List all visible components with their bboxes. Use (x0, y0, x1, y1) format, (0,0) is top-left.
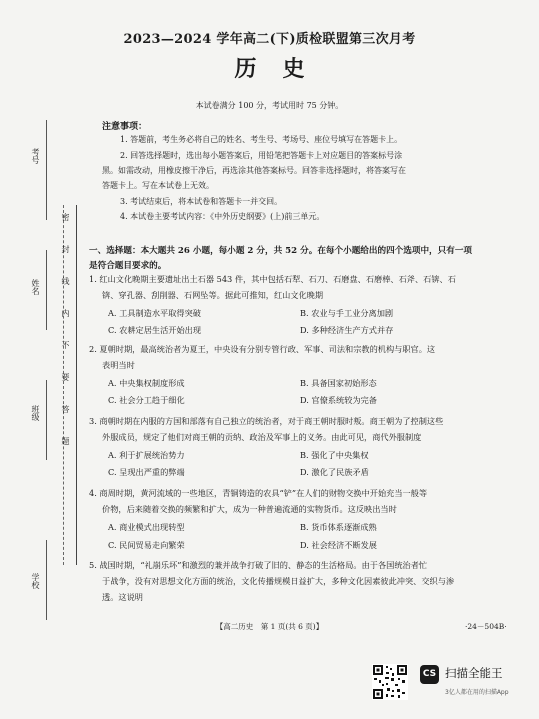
question-text: 2. 夏朝时期，最高统治者为夏王，中央设有分别专管行政、军事、司法和宗教的机构与职官。这 (89, 344, 436, 354)
question-text: 锛、穿孔器、刮削器、石网坠等。据此可推知，红山文化晚期 (102, 290, 324, 300)
scanner-app-name: 扫描全能王 (445, 666, 503, 680)
camscanner-logo-icon: CS (420, 665, 439, 684)
subject-title: 历史 (234, 56, 331, 82)
option-d: D. 激化了民族矛盾 (300, 467, 369, 477)
seal-char: 内 (61, 309, 70, 317)
name-label: 姓名 (31, 279, 40, 295)
exam-number-label: 考号 (31, 148, 40, 164)
option-c: C. 呈现出严重的弊端 (108, 467, 185, 477)
option-a: A. 利于扩展统治势力 (108, 450, 185, 460)
paper-code: ·24－504B· (465, 622, 507, 631)
seal-char: 题 (61, 437, 70, 445)
seal-char: 不 (61, 341, 70, 349)
seal-char: 线 (61, 277, 70, 285)
option-b: B. 具备国家初始形态 (300, 378, 377, 388)
option-b: B. 农业与手工业分离加剧 (300, 308, 394, 318)
name-blank (46, 250, 47, 330)
option-b: B. 强化了中央集权 (300, 450, 369, 460)
question-text: 价物，后来随着交换的频繁和扩大，成为一种普遍流通的实物货币。这反映出当时 (102, 504, 397, 514)
question-text: 4. 商周时期，黄河流域的一些地区，青铜铸造的农具“铲”在人们的财物交换中开始充当一般等 (89, 488, 428, 498)
score-info: 本试卷满分 100 分，考试用时 75 分钟。 (195, 101, 344, 110)
scanner-slogan: 3亿人都在用的扫描App (445, 689, 509, 696)
section-heading-cont: 是符合题目要求的。 (89, 261, 167, 271)
class-label: 班级 (31, 405, 40, 421)
school-label: 学校 (31, 573, 40, 589)
question-text: 外服成员，规定了他们对商王朝的贡纳、政治及军事上的义务。由此可见，商代外服制度 (102, 432, 422, 442)
section-heading: 一、选择题：本大题共 26 小题，每小题 2 分，共 52 分。在每个小题给出的四个选项中，只有一项 (89, 246, 473, 256)
question-text: 3. 商朝时期在内服的方国和部落有自己独立的统治者，对于商王朝时服时叛。商王朝为了控制这些 (89, 416, 444, 426)
class-blank (46, 380, 47, 460)
notice-line: 黑。如需改动，用橡皮擦干净后，再选涂其他答案标号。回答非选择题时，将答案写在 (102, 166, 406, 175)
option-d: D. 社会经济不断发展 (300, 540, 377, 550)
exam-title: 2023—2024 学年高二(下)质检联盟第三次月考 (123, 32, 416, 47)
notice-line: 3. 考试结束后，将本试卷和答题卡一并交回。 (120, 197, 283, 206)
option-a: A. 商业模式出现转型 (108, 522, 185, 532)
binding-solid-line (76, 205, 77, 565)
page-footer: 【高二历史 第 1 页(共 6 页)】 (215, 622, 324, 631)
qr-code-image (372, 664, 408, 700)
exam-number-blank (46, 120, 47, 220)
seal-char: 答 (61, 405, 70, 413)
notice-line: 2. 回答选择题时，选出每小题答案后，用铅笔把答题卡上对应题目的答案标号涂 (120, 151, 403, 160)
option-b: B. 货币体系逐渐成熟 (300, 522, 377, 532)
binding-dashed-line (63, 205, 64, 565)
option-d: D. 官僚系统较为完备 (300, 395, 377, 405)
option-a: A. 中央集权制度形成 (108, 378, 185, 388)
option-d: D. 多种经济生产方式并存 (300, 325, 394, 335)
seal-char: 封 (61, 245, 70, 253)
option-c: C. 社会分工趋于细化 (108, 395, 185, 405)
notice-heading: 注意事项： (102, 122, 148, 132)
option-c: C. 农耕定居生活开始出现 (108, 325, 202, 335)
question-text: 于战争，没有对思想文化方面的统治，文化传播规模日益扩大，多种文化因素彼此冲突、交织与渗 (102, 576, 455, 586)
notice-line: 1. 答题前，考生务必将自己的姓名、考生号、考场号、座位号填写在答题卡上。 (120, 135, 403, 144)
school-blank (46, 540, 47, 620)
option-a: A. 工具制造水平取得突破 (108, 308, 201, 318)
notice-line: 4. 本试卷主要考试内容：《中外历史纲要》(上)前三单元。 (120, 212, 325, 221)
seal-char: 密 (61, 213, 70, 221)
question-text: 透。这说明 (102, 592, 143, 602)
option-c: C. 民间贸易走向繁荣 (108, 540, 185, 550)
seal-char: 要 (61, 373, 70, 381)
question-text: 1. 红山文化晚期主要遗址出土石器 543 件，其中包括石犁、石刀、石磨盘、石磨棒、石斧、石锛、石 (89, 274, 456, 284)
question-text: 5. 战国时期，“礼崩乐坏”和激烈的兼并战争打破了旧的、静态的生活格局。由于各国统治者忙 (89, 560, 428, 570)
notice-line: 答题卡上。写在本试卷上无效。 (102, 181, 214, 190)
question-text: 表明当时 (102, 360, 135, 370)
